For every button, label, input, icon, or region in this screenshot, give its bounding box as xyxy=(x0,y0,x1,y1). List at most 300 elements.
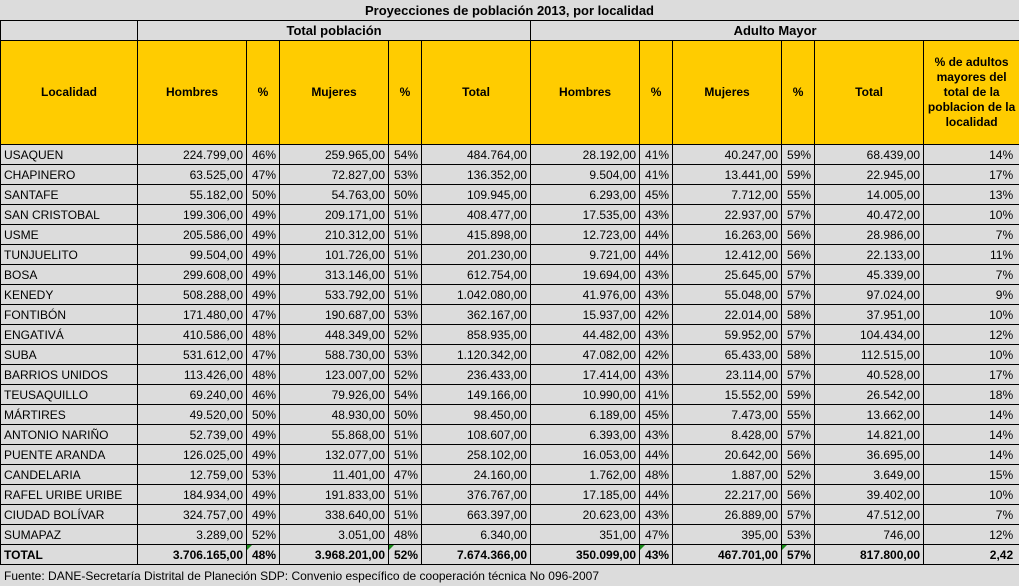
cell-value: 48% xyxy=(251,547,276,562)
cell-hombres xyxy=(138,285,247,305)
cell-am-total xyxy=(815,145,924,165)
cell-value: 14% xyxy=(989,427,1014,442)
cell-value: 41% xyxy=(645,147,670,162)
cell-am-mujeres xyxy=(673,205,782,225)
cell-am-total xyxy=(815,165,924,185)
cell-localidad xyxy=(1,265,138,285)
cell-am-pct-mujeres xyxy=(782,165,815,185)
cell-mujeres xyxy=(280,225,389,245)
cell-value: 51% xyxy=(393,487,418,502)
cell-am-pct-hombres xyxy=(640,285,673,305)
cell-value: 58% xyxy=(787,347,812,362)
cell-value: 533.792,00 xyxy=(324,287,385,302)
cell-am-total xyxy=(815,365,924,385)
cell-value: 57% xyxy=(787,207,812,222)
cell-localidad xyxy=(1,245,138,265)
cell-value: 531.612,00 xyxy=(182,347,243,362)
cell-value: 350.099,00 xyxy=(576,547,637,562)
cell-value: 50% xyxy=(393,187,418,202)
cell-hombres xyxy=(138,405,247,425)
cell-value: 49% xyxy=(251,427,276,442)
cell-value: 53% xyxy=(393,167,418,182)
cell-value: TUNJUELITO xyxy=(4,247,78,262)
cell-mujeres xyxy=(280,305,389,325)
cell-am-share xyxy=(924,185,1019,205)
cell-total xyxy=(422,145,531,165)
col-header-am-hombres: Hombres xyxy=(531,41,640,145)
cell-value: 6.340,00 xyxy=(480,527,528,542)
cell-value: 47% xyxy=(251,167,276,182)
table-row xyxy=(1,225,1019,245)
cell-am-share xyxy=(924,385,1019,405)
table-row xyxy=(1,285,1019,305)
cell-localidad xyxy=(1,445,138,465)
cell-localidad xyxy=(1,205,138,225)
cell-value: SAN CRISTOBAL xyxy=(4,207,100,222)
cell-value: 59% xyxy=(787,147,812,162)
cell-value: 20.623,00 xyxy=(582,507,637,522)
cell-am-hombres xyxy=(531,525,640,545)
table-row xyxy=(1,505,1019,525)
cell-value: FONTIBÓN xyxy=(4,307,66,322)
cell-value: 20.642,00 xyxy=(724,447,779,462)
cell-value: 10% xyxy=(989,487,1014,502)
cell-value: 17% xyxy=(989,167,1014,182)
cell-value: 3.706.165,00 xyxy=(172,547,243,562)
cell-value: 508.288,00 xyxy=(182,287,243,302)
cell-value: 17.185,00 xyxy=(582,487,637,502)
cell-value: 44.482,00 xyxy=(582,327,637,342)
cell-value: SUBA xyxy=(4,347,37,362)
cell-value: 54% xyxy=(393,147,418,162)
cell-am-pct-mujeres xyxy=(782,365,815,385)
cell-value: 205.586,00 xyxy=(182,227,243,242)
cell-pct-hombres xyxy=(247,305,280,325)
cell-pct-mujeres xyxy=(389,345,422,365)
cell-am-pct-hombres xyxy=(640,545,673,565)
cell-value: 236.433,00 xyxy=(467,367,528,382)
cell-value: 52% xyxy=(251,527,276,542)
cell-value: 55% xyxy=(787,407,812,422)
cell-total xyxy=(422,345,531,365)
cell-hombres xyxy=(138,245,247,265)
cell-am-pct-mujeres xyxy=(782,345,815,365)
cell-mujeres xyxy=(280,505,389,525)
cell-am-total xyxy=(815,205,924,225)
cell-pct-mujeres xyxy=(389,505,422,525)
cell-value: 3.968.201,00 xyxy=(314,547,385,562)
cell-value: 47% xyxy=(645,527,670,542)
table-row xyxy=(1,305,1019,325)
cell-pct-mujeres xyxy=(389,285,422,305)
cell-mujeres xyxy=(280,345,389,365)
cell-value: 112.515,00 xyxy=(860,347,921,362)
cell-am-pct-mujeres xyxy=(782,325,815,345)
table-row xyxy=(1,205,1019,225)
cell-am-share xyxy=(924,265,1019,285)
table-row xyxy=(1,525,1019,545)
cell-hombres xyxy=(138,545,247,565)
cell-pct-hombres xyxy=(247,465,280,485)
cell-am-mujeres xyxy=(673,245,782,265)
cell-value: 408.477,00 xyxy=(467,207,528,222)
cell-value: BARRIOS UNIDOS xyxy=(4,367,109,382)
cell-am-pct-mujeres xyxy=(782,485,815,505)
cell-localidad xyxy=(1,185,138,205)
cell-am-pct-hombres xyxy=(640,185,673,205)
cell-value: 3.051,00 xyxy=(338,527,385,542)
cell-am-share xyxy=(924,505,1019,525)
cell-value: 9% xyxy=(995,287,1014,302)
cell-pct-hombres xyxy=(247,525,280,545)
cell-total xyxy=(422,545,531,565)
population-table xyxy=(0,20,1019,565)
cell-value: 54% xyxy=(393,387,418,402)
col-header-mujeres: Mujeres xyxy=(280,41,389,145)
col-header-am-share: % de adultos mayores del total de la poblacion de la localidad xyxy=(924,41,1019,145)
cell-value: 40.528,00 xyxy=(866,367,921,382)
cell-mujeres xyxy=(280,285,389,305)
cell-am-total xyxy=(815,525,924,545)
cell-hombres xyxy=(138,365,247,385)
cell-localidad xyxy=(1,545,138,565)
cell-total xyxy=(422,225,531,245)
cell-value: 123.007,00 xyxy=(324,367,385,382)
col-header-localidad: Localidad xyxy=(1,41,138,145)
cell-am-mujeres xyxy=(673,325,782,345)
cell-am-pct-mujeres xyxy=(782,545,815,565)
cell-pct-mujeres xyxy=(389,165,422,185)
cell-value: 14% xyxy=(989,447,1014,462)
cell-am-pct-hombres xyxy=(640,385,673,405)
cell-am-pct-hombres xyxy=(640,225,673,245)
cell-am-hombres xyxy=(531,145,640,165)
cell-value: 55.048,00 xyxy=(724,287,779,302)
cell-value: 49% xyxy=(251,247,276,262)
cell-value: 43% xyxy=(645,547,670,562)
col-header-am-pct-mujeres: % xyxy=(782,41,815,145)
cell-value: 43% xyxy=(645,507,670,522)
cell-value: SANTAFE xyxy=(4,187,59,202)
cell-mujeres xyxy=(280,165,389,185)
cell-mujeres xyxy=(280,545,389,565)
cell-value: 9.721,00 xyxy=(589,247,637,262)
cell-am-total xyxy=(815,545,924,565)
cell-value: 26.889,00 xyxy=(724,507,779,522)
cell-value: 43% xyxy=(645,267,670,282)
cell-am-total xyxy=(815,325,924,345)
cell-value: 55.182,00 xyxy=(189,187,243,202)
cell-value: 104.434,00 xyxy=(860,327,921,342)
cell-value: 49% xyxy=(251,487,276,502)
cell-am-mujeres xyxy=(673,505,782,525)
cell-value: 22.133,00 xyxy=(866,247,921,262)
cell-value: 54.763,00 xyxy=(331,187,385,202)
cell-hombres xyxy=(138,325,247,345)
cell-total xyxy=(422,505,531,525)
cell-value: 40.472,00 xyxy=(866,207,921,222)
cell-pct-mujeres xyxy=(389,185,422,205)
cell-am-share xyxy=(924,325,1019,345)
cell-total xyxy=(422,205,531,225)
cell-value: 51% xyxy=(393,207,418,222)
cell-hombres xyxy=(138,165,247,185)
cell-value: 43% xyxy=(645,367,670,382)
cell-value: 22.937,00 xyxy=(724,207,779,222)
cell-value: 26.542,00 xyxy=(866,387,921,402)
cell-am-total xyxy=(815,405,924,425)
cell-am-hombres xyxy=(531,365,640,385)
cell-am-total xyxy=(815,425,924,445)
cell-value: 43% xyxy=(645,427,670,442)
cell-value: 132.077,00 xyxy=(324,447,385,462)
cell-value: 53% xyxy=(787,527,812,542)
cell-am-pct-hombres xyxy=(640,165,673,185)
cell-value: USAQUEN xyxy=(4,147,64,162)
cell-mujeres xyxy=(280,485,389,505)
cell-value: 338.640,00 xyxy=(324,507,385,522)
cell-value: 52.739,00 xyxy=(189,427,243,442)
cell-am-mujeres xyxy=(673,225,782,245)
cell-value: 43% xyxy=(645,287,670,302)
cell-am-total xyxy=(815,305,924,325)
cell-value: 19.694,00 xyxy=(582,267,637,282)
cell-value: 42% xyxy=(645,347,670,362)
cell-pct-hombres xyxy=(247,205,280,225)
cell-value: 10% xyxy=(989,347,1014,362)
cell-localidad xyxy=(1,425,138,445)
cell-value: 395,00 xyxy=(741,527,779,542)
cell-am-hombres xyxy=(531,345,640,365)
cell-mujeres xyxy=(280,205,389,225)
cell-value: TOTAL xyxy=(4,547,43,562)
cell-pct-hombres xyxy=(247,165,280,185)
table-row xyxy=(1,325,1019,345)
cell-value: 22.217,00 xyxy=(724,487,779,502)
cell-value: 12.723,00 xyxy=(582,227,637,242)
cell-am-mujeres xyxy=(673,545,782,565)
cell-value: 13.662,00 xyxy=(866,407,921,422)
total-row xyxy=(1,545,1019,565)
source-note: Fuente: DANE-Secretaría Distrital de Planeción SDP: Convenio específico de cooperación técnica No 096-2007 xyxy=(4,569,599,583)
cell-total xyxy=(422,165,531,185)
cell-value: 44% xyxy=(645,227,670,242)
comment-marker-icon xyxy=(782,545,787,550)
cell-value: 65.433,00 xyxy=(724,347,779,362)
cell-value: 57% xyxy=(787,507,812,522)
cell-am-hombres xyxy=(531,285,640,305)
cell-pct-hombres xyxy=(247,325,280,345)
cell-value: 57% xyxy=(787,427,812,442)
cell-am-pct-mujeres xyxy=(782,145,815,165)
cell-am-pct-hombres xyxy=(640,465,673,485)
cell-mujeres xyxy=(280,525,389,545)
cell-am-pct-hombres xyxy=(640,445,673,465)
cell-value: 746,00 xyxy=(883,527,921,542)
cell-am-share xyxy=(924,365,1019,385)
cell-value: 50% xyxy=(251,407,276,422)
group-header-row xyxy=(1,21,1019,41)
cell-localidad xyxy=(1,145,138,165)
cell-pct-mujeres xyxy=(389,145,422,165)
cell-value: 7% xyxy=(995,267,1014,282)
cell-value: 663.397,00 xyxy=(467,507,528,522)
cell-value: 12% xyxy=(989,527,1014,542)
cell-am-share xyxy=(924,345,1019,365)
table-row xyxy=(1,385,1019,405)
cell-value: 55.868,00 xyxy=(331,427,385,442)
cell-am-share xyxy=(924,445,1019,465)
cell-localidad xyxy=(1,365,138,385)
cell-am-hombres xyxy=(531,325,640,345)
cell-am-share xyxy=(924,545,1019,565)
table-row xyxy=(1,165,1019,185)
cell-hombres xyxy=(138,485,247,505)
cell-localidad xyxy=(1,225,138,245)
cell-value: 99.504,00 xyxy=(189,247,243,262)
cell-value: 588.730,00 xyxy=(324,347,385,362)
cell-total xyxy=(422,445,531,465)
col-header-am-mujeres: Mujeres xyxy=(673,41,782,145)
cell-localidad xyxy=(1,285,138,305)
cell-am-pct-hombres xyxy=(640,365,673,385)
cell-am-pct-mujeres xyxy=(782,185,815,205)
table-row xyxy=(1,265,1019,285)
cell-value: 209.171,00 xyxy=(324,207,385,222)
cell-pct-mujeres xyxy=(389,425,422,445)
cell-value: 7% xyxy=(995,507,1014,522)
cell-value: 41% xyxy=(645,387,670,402)
cell-value: 136.352,00 xyxy=(467,167,528,182)
cell-am-mujeres xyxy=(673,265,782,285)
cell-am-pct-mujeres xyxy=(782,225,815,245)
cell-am-share xyxy=(924,465,1019,485)
cell-value: ENGATIVÁ xyxy=(4,327,64,342)
cell-value: 6.189,00 xyxy=(589,407,637,422)
cell-pct-mujeres xyxy=(389,405,422,425)
cell-value: 199.306,00 xyxy=(182,207,243,222)
cell-total xyxy=(422,385,531,405)
cell-value: 44% xyxy=(645,487,670,502)
cell-mujeres xyxy=(280,265,389,285)
cell-am-hombres xyxy=(531,485,640,505)
cell-pct-mujeres xyxy=(389,445,422,465)
cell-am-hombres xyxy=(531,165,640,185)
cell-value: 97.024,00 xyxy=(866,287,921,302)
cell-value: 56% xyxy=(787,487,812,502)
cell-am-total xyxy=(815,285,924,305)
cell-value: 57% xyxy=(787,327,812,342)
cell-pct-mujeres xyxy=(389,385,422,405)
table-row xyxy=(1,425,1019,445)
cell-value: 362.167,00 xyxy=(467,307,528,322)
cell-am-hombres xyxy=(531,385,640,405)
cell-am-pct-mujeres xyxy=(782,305,815,325)
cell-value: 126.025,00 xyxy=(182,447,243,462)
col-header-am-pct-hombres: % xyxy=(640,41,673,145)
cell-value: 3.649,00 xyxy=(873,467,921,482)
cell-value: BOSA xyxy=(4,267,38,282)
cell-am-share xyxy=(924,305,1019,325)
cell-am-mujeres xyxy=(673,285,782,305)
cell-total xyxy=(422,245,531,265)
cell-value: 59% xyxy=(787,167,812,182)
cell-value: 15.937,00 xyxy=(582,307,637,322)
col-header-total: Total xyxy=(422,41,531,145)
cell-value: 467.701,00 xyxy=(718,547,779,562)
cell-localidad xyxy=(1,525,138,545)
cell-am-mujeres xyxy=(673,165,782,185)
cell-value: 17% xyxy=(989,367,1014,382)
cell-value: 45.339,00 xyxy=(866,267,921,282)
cell-am-hombres xyxy=(531,405,640,425)
cell-value: 15% xyxy=(989,467,1014,482)
table-row xyxy=(1,445,1019,465)
cell-value: 13.441,00 xyxy=(724,167,779,182)
cell-mujeres xyxy=(280,365,389,385)
cell-value: 10.990,00 xyxy=(582,387,637,402)
cell-hombres xyxy=(138,425,247,445)
table-row xyxy=(1,405,1019,425)
group-header-empty xyxy=(1,21,138,41)
cell-hombres xyxy=(138,465,247,485)
cell-pct-hombres xyxy=(247,225,280,245)
cell-pct-hombres xyxy=(247,265,280,285)
cell-am-total xyxy=(815,445,924,465)
cell-value: 36.695,00 xyxy=(866,447,921,462)
cell-value: 14% xyxy=(989,407,1014,422)
cell-value: 48% xyxy=(251,367,276,382)
cell-value: 201.230,00 xyxy=(467,247,528,262)
cell-value: 16.263,00 xyxy=(724,227,779,242)
cell-value: 7.674.366,00 xyxy=(456,547,528,562)
cell-value: 42% xyxy=(645,307,670,322)
cell-am-hombres xyxy=(531,245,640,265)
cell-value: 43% xyxy=(645,207,670,222)
cell-value: 49.520,00 xyxy=(189,407,243,422)
cell-total xyxy=(422,405,531,425)
cell-am-pct-hombres xyxy=(640,305,673,325)
cell-value: 53% xyxy=(393,307,418,322)
cell-am-total xyxy=(815,485,924,505)
cell-am-hombres xyxy=(531,545,640,565)
cell-localidad xyxy=(1,325,138,345)
cell-value: 55% xyxy=(787,187,812,202)
cell-value: 57% xyxy=(787,267,812,282)
cell-hombres xyxy=(138,145,247,165)
cell-value: 24.160,00 xyxy=(473,467,528,482)
cell-am-mujeres xyxy=(673,425,782,445)
cell-value: 14.821,00 xyxy=(866,427,921,442)
cell-localidad xyxy=(1,405,138,425)
table-row xyxy=(1,465,1019,485)
cell-am-share xyxy=(924,245,1019,265)
cell-value: 45% xyxy=(645,407,670,422)
cell-value: 98.450,00 xyxy=(473,407,528,422)
cell-value: 49% xyxy=(251,267,276,282)
cell-localidad xyxy=(1,165,138,185)
cell-am-mujeres xyxy=(673,525,782,545)
cell-am-share xyxy=(924,205,1019,225)
cell-value: 12.412,00 xyxy=(724,247,779,262)
cell-value: 3.289,00 xyxy=(196,527,243,542)
cell-value: 259.965,00 xyxy=(324,147,385,162)
cell-value: 299.608,00 xyxy=(182,267,243,282)
cell-am-mujeres xyxy=(673,445,782,465)
cell-am-share xyxy=(924,405,1019,425)
table-body xyxy=(1,145,1019,565)
cell-am-mujeres xyxy=(673,405,782,425)
